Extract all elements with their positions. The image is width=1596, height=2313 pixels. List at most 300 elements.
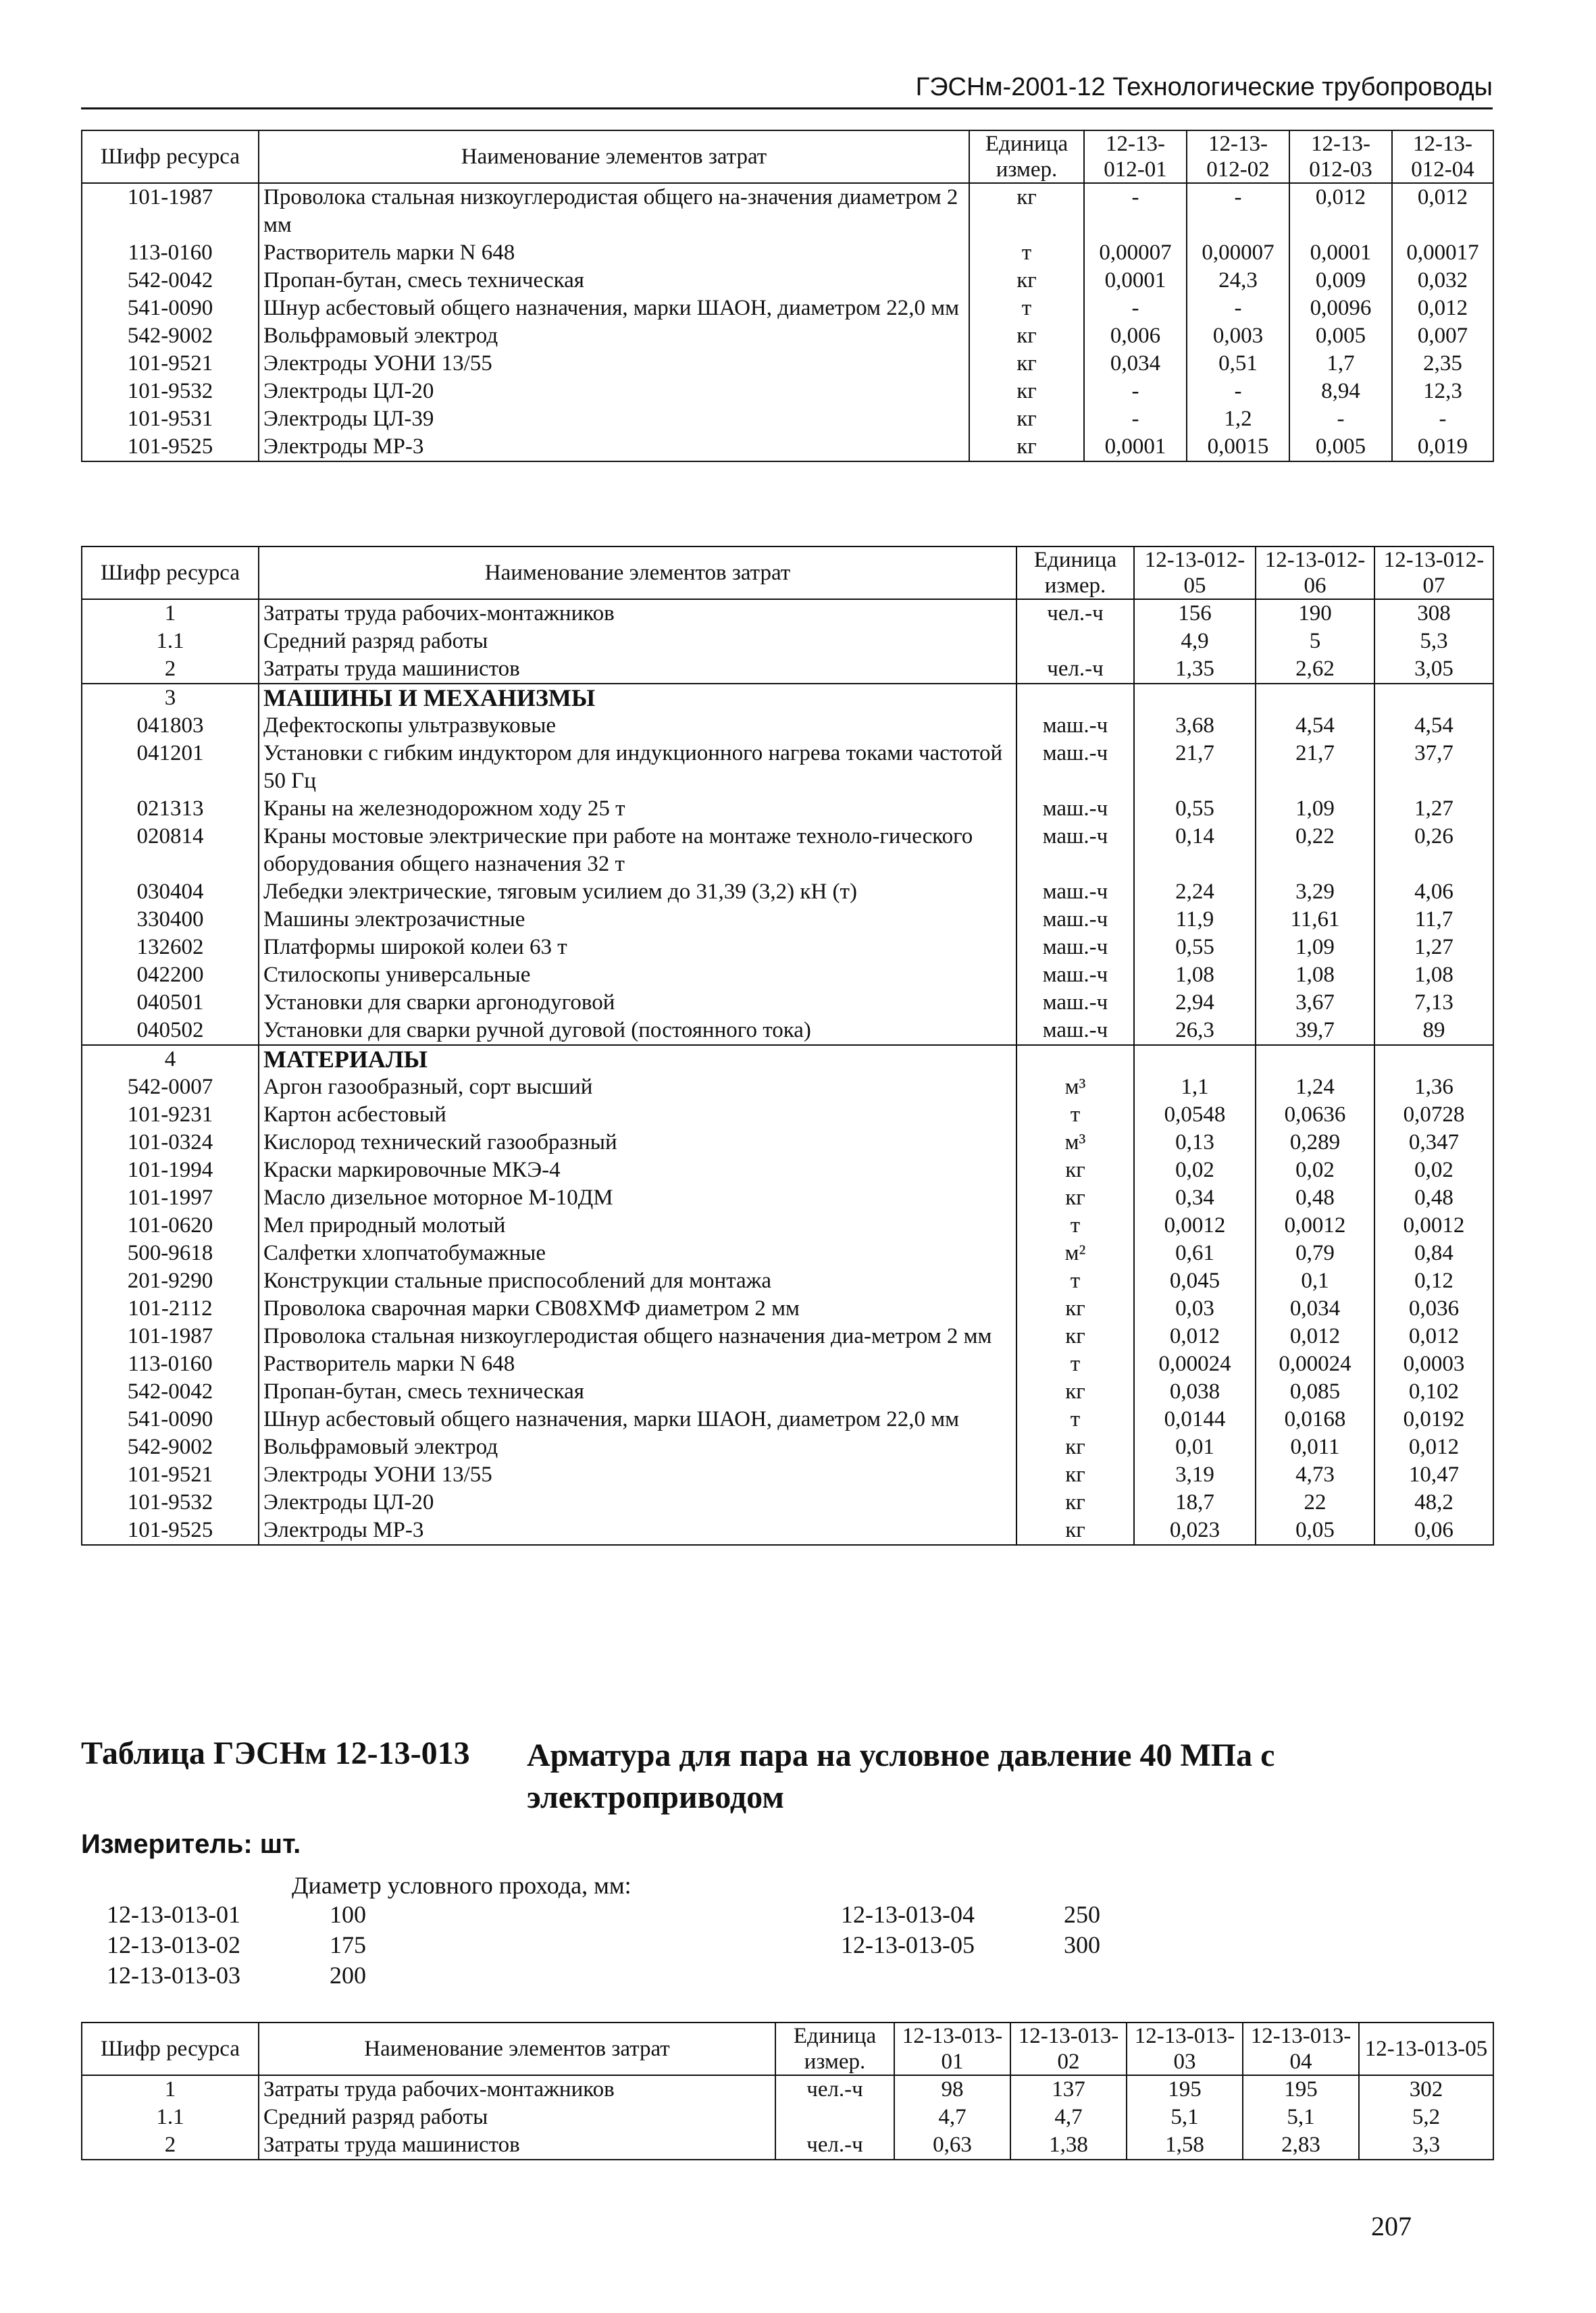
table-row: [82, 1017, 1493, 1045]
cell-name: Средний разряд работы: [259, 2104, 775, 2131]
cell-value: 0,032: [1392, 267, 1493, 295]
cell-value: 1,09: [1256, 795, 1374, 823]
cell-value: 0,009: [1289, 267, 1392, 295]
table-header-row: [82, 547, 1493, 599]
cell-unit: маш.-ч: [1016, 712, 1134, 740]
cell-value: 0,0012: [1374, 1212, 1493, 1240]
cell-name: Электроды МР-3: [259, 433, 969, 461]
cell-value: 0,005: [1289, 433, 1392, 461]
table-row: [82, 433, 1493, 461]
cell-value: 4,73: [1256, 1461, 1374, 1489]
cell-value: 24,3: [1187, 267, 1289, 295]
cell-value: 0,03: [1134, 1295, 1256, 1323]
cell-code: 041803: [82, 712, 259, 740]
table-row: [82, 378, 1493, 405]
cell-name: Растворитель марки N 648: [259, 1350, 1016, 1378]
cell-code: 101-9525: [82, 1517, 259, 1545]
table-row: [82, 350, 1493, 378]
cell-unit: т: [1016, 1406, 1134, 1433]
cell-value: 302: [1359, 2075, 1493, 2104]
cell-value: 48,2: [1374, 1489, 1493, 1517]
cell-name: Платформы широкой колеи 63 т: [259, 934, 1016, 961]
cell-value: 0,61: [1134, 1240, 1256, 1267]
cell-unit: чел.-ч: [775, 2075, 894, 2104]
code-row: [107, 1900, 366, 1930]
cell-value: 0,034: [1256, 1295, 1374, 1323]
header-value-3: 12-13-012-03: [1289, 130, 1392, 183]
table-row: [82, 1350, 1493, 1378]
cell-code: 113-0160: [82, 239, 259, 267]
cell-value: -: [1187, 183, 1289, 239]
cell-value: 11,61: [1256, 906, 1374, 934]
cell-code: 2: [82, 2131, 259, 2160]
cell-name: Электроды ЦЛ-20: [259, 378, 969, 405]
cell-unit: чел.-ч: [775, 2131, 894, 2160]
cell-value: 26,3: [1134, 1017, 1256, 1045]
cell-value: 1,09: [1256, 934, 1374, 961]
table-row: [82, 295, 1493, 322]
cell-value: 0,038: [1134, 1378, 1256, 1406]
table-row: [82, 740, 1493, 795]
cell-unit: кг: [969, 267, 1084, 295]
cell-unit: чел.-ч: [1016, 655, 1134, 684]
table-row: [82, 1295, 1493, 1323]
cell-name: Проволока стальная низкоуглеродистая общего на-значения диаметром 2 мм: [259, 183, 969, 239]
code-id: 12-13-013-04: [841, 1901, 975, 1928]
header-unit: Единица измер.: [775, 2023, 894, 2075]
cell-unit: маш.-ч: [1016, 961, 1134, 989]
cell-code: 101-9231: [82, 1101, 259, 1129]
header-unit: Единица измер.: [969, 130, 1084, 183]
cell-value: 0,48: [1374, 1184, 1493, 1212]
cell-name: Стилоскопы универсальные: [259, 961, 1016, 989]
table-row: [82, 1240, 1493, 1267]
cell-value: 0,036: [1374, 1295, 1493, 1323]
cell-value: 0,55: [1134, 934, 1256, 961]
cell-code: 500-9618: [82, 1240, 259, 1267]
cell-value: 0,00007: [1187, 239, 1289, 267]
cell-value: 0,0001: [1289, 239, 1392, 267]
cell-unit: кг: [1016, 1461, 1134, 1489]
cell-value: 22: [1256, 1489, 1374, 1517]
cell-value: 4,7: [894, 2104, 1010, 2131]
cell-name: Вольфрамовый электрод: [259, 322, 969, 350]
table-row: [82, 878, 1493, 906]
cell-name: Кислород технический газообразный: [259, 1129, 1016, 1156]
cell-unit: [1016, 628, 1134, 655]
header-name: Наименование элементов затрат: [259, 2023, 775, 2075]
cell-code: 041201: [82, 740, 259, 795]
cell-value: 0,005: [1289, 322, 1392, 350]
header-code: Шифр ресурса: [82, 547, 259, 599]
cell-name: Вольфрамовый электрод: [259, 1433, 1016, 1461]
cell-unit: [1016, 684, 1134, 712]
codes-right: [841, 1900, 1100, 1960]
cell-value: 0,51: [1187, 350, 1289, 378]
cell-unit: т: [1016, 1212, 1134, 1240]
cell-name: Электроды УОНИ 13/55: [259, 350, 969, 378]
cell-value: 37,7: [1374, 740, 1493, 795]
cell-code: 3: [82, 684, 259, 712]
cell-code: 1: [82, 2075, 259, 2104]
cell-unit: кг: [969, 322, 1084, 350]
cell-value: 0,0192: [1374, 1406, 1493, 1433]
cell-value: 10,47: [1374, 1461, 1493, 1489]
cell-unit: маш.-ч: [1016, 934, 1134, 961]
cell-code: 542-9002: [82, 1433, 259, 1461]
cell-value: [1256, 1045, 1374, 1073]
cell-value: 2,62: [1256, 655, 1374, 684]
table-row: [82, 322, 1493, 350]
cell-value: 1,36: [1374, 1073, 1493, 1101]
header-value-2: 12-13-012-02: [1187, 130, 1289, 183]
header-value-1: 12-13-012-01: [1084, 130, 1187, 183]
table-row: [82, 1461, 1493, 1489]
cell-name: Затраты труда рабочих-монтажников: [259, 599, 1016, 628]
cell-value: 1,38: [1010, 2131, 1127, 2160]
cell-value: 190: [1256, 599, 1374, 628]
header-value-5: 12-13-013-05: [1359, 2023, 1493, 2075]
code-diameter: 300: [1064, 1931, 1100, 1958]
cell-name: Дефектоскопы ультразвуковые: [259, 712, 1016, 740]
cell-code: 030404: [82, 878, 259, 906]
cell-value: 0,13: [1134, 1129, 1256, 1156]
cell-unit: маш.-ч: [1016, 823, 1134, 878]
code-id: 12-13-013-01: [107, 1901, 240, 1928]
cell-name: Установки для сварки ручной дуговой (постоянного тока): [259, 1017, 1016, 1045]
cell-value: 1,08: [1134, 961, 1256, 989]
cell-value: -: [1289, 405, 1392, 433]
cell-name: Затраты труда машинистов: [259, 655, 1016, 684]
cell-name: Краны на железнодорожном ходу 25 т: [259, 795, 1016, 823]
table-row: [82, 239, 1493, 267]
cell-value: 0,02: [1256, 1156, 1374, 1184]
cell-unit: кг: [1016, 1295, 1134, 1323]
cell-code: 2: [82, 655, 259, 684]
cell-unit: кг: [1016, 1517, 1134, 1545]
cell-code: 542-0007: [82, 1073, 259, 1101]
cell-code: 021313: [82, 795, 259, 823]
cell-name: Электроды МР-3: [259, 1517, 1016, 1545]
cell-value: 0,0168: [1256, 1406, 1374, 1433]
cell-value: 0,0636: [1256, 1101, 1374, 1129]
cell-name: Затраты труда машинистов: [259, 2131, 775, 2160]
running-header: ГЭСНм-2001-12 Технологические трубопроводы: [81, 73, 1493, 109]
cell-value: 8,94: [1289, 378, 1392, 405]
codes-left: [107, 1900, 366, 1991]
cell-name: Проволока стальная низкоуглеродистая общего назначения диа-метром 2 мм: [259, 1323, 1016, 1350]
cell-unit: кг: [969, 350, 1084, 378]
cell-value: 0,045: [1134, 1267, 1256, 1295]
table-row: [82, 684, 1493, 712]
cell-name: МАТЕРИАЛЫ: [259, 1045, 1016, 1073]
cell-unit: кг: [1016, 1433, 1134, 1461]
cell-code: 020814: [82, 823, 259, 878]
cell-value: -: [1084, 295, 1187, 322]
cell-value: 0,012: [1392, 183, 1493, 239]
table-row: [82, 267, 1493, 295]
cell-value: 3,05: [1374, 655, 1493, 684]
code-diameter: 200: [330, 1962, 366, 1989]
cell-name: Электроды ЦЛ-20: [259, 1489, 1016, 1517]
cell-value: 0,02: [1134, 1156, 1256, 1184]
cell-unit: кг: [969, 183, 1084, 239]
cell-name: Шнур асбестовый общего назначения, марки ШАОН, диаметром 22,0 мм: [259, 295, 969, 322]
cell-name: Конструкции стальные приспособлений для монтажа: [259, 1267, 1016, 1295]
cell-code: 101-2112: [82, 1295, 259, 1323]
cell-name: Краски маркировочные МКЭ-4: [259, 1156, 1016, 1184]
cell-value: 0,006: [1084, 322, 1187, 350]
cell-value: 4,7: [1010, 2104, 1127, 2131]
cell-code: 101-9521: [82, 350, 259, 378]
table-header-row: [82, 130, 1493, 183]
cell-value: 1,2: [1187, 405, 1289, 433]
cell-unit: т: [1016, 1350, 1134, 1378]
cell-unit: маш.-ч: [1016, 878, 1134, 906]
cell-value: 0,12: [1374, 1267, 1493, 1295]
cell-value: 0,79: [1256, 1240, 1374, 1267]
code-diameter: 250: [1064, 1901, 1100, 1928]
table-title-label: Таблица ГЭСНм 12-13-013: [81, 1735, 470, 1771]
cell-value: 3,68: [1134, 712, 1256, 740]
cell-code: 201-9290: [82, 1267, 259, 1295]
code-diameter: 100: [330, 1901, 366, 1928]
cell-unit: м³: [1016, 1129, 1134, 1156]
cell-code: 101-9532: [82, 378, 259, 405]
cell-unit: м³: [1016, 1073, 1134, 1101]
cell-name: Растворитель марки N 648: [259, 239, 969, 267]
cell-value: 0,0012: [1134, 1212, 1256, 1240]
cell-value: 0,003: [1187, 322, 1289, 350]
cell-value: 1,08: [1374, 961, 1493, 989]
cell-name: Установки для сварки аргонодуговой: [259, 989, 1016, 1017]
header-code: Шифр ресурса: [82, 130, 259, 183]
code-row: [107, 1960, 366, 1991]
cell-value: [1134, 1045, 1256, 1073]
cell-code: 132602: [82, 934, 259, 961]
code-diameter: 175: [330, 1931, 366, 1958]
cell-value: 0,1: [1256, 1267, 1374, 1295]
cell-code: 040501: [82, 989, 259, 1017]
cell-value: 0,011: [1256, 1433, 1374, 1461]
code-id: 12-13-013-05: [841, 1931, 975, 1958]
cell-value: 0,0001: [1084, 267, 1187, 295]
cell-name: Пропан-бутан, смесь техническая: [259, 1378, 1016, 1406]
cell-value: 0,0015: [1187, 433, 1289, 461]
cell-code: 542-9002: [82, 322, 259, 350]
cell-unit: кг: [1016, 1489, 1134, 1517]
cell-name: Проволока сварочная марки СВ08ХМФ диаметром 2 мм: [259, 1295, 1016, 1323]
cell-value: 0,0548: [1134, 1101, 1256, 1129]
table-row: [82, 823, 1493, 878]
cell-name: Пропан-бутан, смесь техническая: [259, 267, 969, 295]
cell-value: 0,012: [1134, 1323, 1256, 1350]
cell-value: 0,55: [1134, 795, 1256, 823]
cell-value: 1,24: [1256, 1073, 1374, 1101]
table-row: [82, 1517, 1493, 1545]
header-value-4: 12-13-013-04: [1243, 2023, 1359, 2075]
cell-unit: кг: [969, 433, 1084, 461]
cell-value: 2,83: [1243, 2131, 1359, 2160]
cell-value: 0,63: [894, 2131, 1010, 2160]
cell-unit: кг: [1016, 1378, 1134, 1406]
cell-value: 11,7: [1374, 906, 1493, 934]
cell-code: 101-9531: [82, 405, 259, 433]
cell-value: -: [1084, 405, 1187, 433]
cell-name: МАШИНЫ И МЕХАНИЗМЫ: [259, 684, 1016, 712]
table-header-row: [82, 2023, 1493, 2075]
cell-name: Средний разряд работы: [259, 628, 1016, 655]
cell-value: 12,3: [1392, 378, 1493, 405]
cell-value: 0,06: [1374, 1517, 1493, 1545]
cell-value: 0,14: [1134, 823, 1256, 878]
cell-code: 101-1994: [82, 1156, 259, 1184]
cell-value: 0,034: [1084, 350, 1187, 378]
header-value-1: 12-13-012-05: [1134, 547, 1256, 599]
table-row: [82, 1073, 1493, 1101]
cell-name: Картон асбестовый: [259, 1101, 1016, 1129]
cell-value: 18,7: [1134, 1489, 1256, 1517]
table-row: [82, 1378, 1493, 1406]
cell-name: Электроды ЦЛ-39: [259, 405, 969, 433]
cell-value: 3,67: [1256, 989, 1374, 1017]
table-row: [82, 906, 1493, 934]
header-value-3: 12-13-012-07: [1374, 547, 1493, 599]
cell-name: Краны мостовые электрические при работе на монтаже техноло-гического оборудования общего назначения 32 т: [259, 823, 1016, 878]
cell-unit: маш.-ч: [1016, 989, 1134, 1017]
cell-value: 21,7: [1134, 740, 1256, 795]
cell-value: 0,84: [1374, 1240, 1493, 1267]
cell-value: 0,347: [1374, 1129, 1493, 1156]
measure-unit: Измеритель: шт.: [81, 1829, 301, 1859]
table-row: [82, 1045, 1493, 1073]
table-row: [82, 989, 1493, 1017]
cell-code: 330400: [82, 906, 259, 934]
cell-name: Масло дизельное моторное М-10ДМ: [259, 1184, 1016, 1212]
cell-value: 0,00024: [1134, 1350, 1256, 1378]
cell-name: Мел природный молотый: [259, 1212, 1016, 1240]
cell-value: 0,012: [1289, 183, 1392, 239]
page-number: 207: [1371, 2211, 1412, 2241]
table-row: [82, 934, 1493, 961]
cell-value: [1134, 684, 1256, 712]
cell-unit: маш.-ч: [1016, 1017, 1134, 1045]
cell-value: 0,023: [1134, 1517, 1256, 1545]
cell-value: 4,54: [1374, 712, 1493, 740]
cell-value: 0,007: [1392, 322, 1493, 350]
cell-code: 101-0324: [82, 1129, 259, 1156]
code-row: [841, 1900, 1100, 1930]
cell-code: 101-1997: [82, 1184, 259, 1212]
cell-value: 4,54: [1256, 712, 1374, 740]
cell-value: 0,26: [1374, 823, 1493, 878]
cell-code: 542-0042: [82, 1378, 259, 1406]
cell-value: 0,0144: [1134, 1406, 1256, 1433]
table-row: [82, 655, 1493, 684]
cell-code: 042200: [82, 961, 259, 989]
table-row: [82, 405, 1493, 433]
cell-value: 1,1: [1134, 1073, 1256, 1101]
cell-code: 1.1: [82, 628, 259, 655]
cell-code: 040502: [82, 1017, 259, 1045]
cell-value: 5,1: [1127, 2104, 1243, 2131]
cell-value: 0,0728: [1374, 1101, 1493, 1129]
cell-value: 1,58: [1127, 2131, 1243, 2160]
header-value-2: 12-13-013-02: [1010, 2023, 1127, 2075]
header-name: Наименование элементов затрат: [259, 547, 1016, 599]
cell-code: 101-9521: [82, 1461, 259, 1489]
table-row: [82, 1267, 1493, 1295]
cell-value: 3,3: [1359, 2131, 1493, 2160]
cell-value: 0,05: [1256, 1517, 1374, 1545]
cell-unit: кг: [1016, 1156, 1134, 1184]
table-row: [82, 1156, 1493, 1184]
cell-code: 101-0620: [82, 1212, 259, 1240]
cell-value: -: [1084, 183, 1187, 239]
cell-name: Салфетки хлопчатобумажные: [259, 1240, 1016, 1267]
cell-value: 21,7: [1256, 740, 1374, 795]
cell-unit: т: [969, 295, 1084, 322]
cell-value: 0,34: [1134, 1184, 1256, 1212]
header-value-4: 12-13-012-04: [1392, 130, 1493, 183]
code-row: [841, 1930, 1100, 1960]
table-row: [82, 599, 1493, 628]
cell-value: 11,9: [1134, 906, 1256, 934]
cell-value: 1,7: [1289, 350, 1392, 378]
table-row: [82, 795, 1493, 823]
table-row: [82, 961, 1493, 989]
header-name: Наименование элементов затрат: [259, 130, 969, 183]
cell-name: Лебедки электрические, тяговым усилием до 31,39 (3,2) кН (т): [259, 878, 1016, 906]
table-row: [82, 628, 1493, 655]
resource-table-013: [81, 2022, 1494, 2160]
cell-value: [1374, 684, 1493, 712]
cell-value: 5,1: [1243, 2104, 1359, 2131]
cell-code: 4: [82, 1045, 259, 1073]
cell-value: 5,2: [1359, 2104, 1493, 2131]
cell-name: Затраты труда рабочих-монтажников: [259, 2075, 775, 2104]
header-code: Шифр ресурса: [82, 2023, 259, 2075]
cell-value: 5,3: [1374, 628, 1493, 655]
cell-code: 541-0090: [82, 1406, 259, 1433]
cell-value: 137: [1010, 2075, 1127, 2104]
cell-value: 2,94: [1134, 989, 1256, 1017]
cell-code: 113-0160: [82, 1350, 259, 1378]
header-value-3: 12-13-013-03: [1127, 2023, 1243, 2075]
cell-unit: [1016, 1045, 1134, 1073]
cell-unit: кг: [969, 405, 1084, 433]
cell-value: -: [1392, 405, 1493, 433]
cell-value: 7,13: [1374, 989, 1493, 1017]
cell-unit: [775, 2104, 894, 2131]
table-row: [82, 2131, 1493, 2160]
table-row: [82, 1129, 1493, 1156]
cell-value: 98: [894, 2075, 1010, 2104]
resource-table-012-01-04: [81, 130, 1494, 462]
cell-value: 195: [1243, 2075, 1359, 2104]
cell-value: 0,00007: [1084, 239, 1187, 267]
cell-value: [1374, 1045, 1493, 1073]
cell-value: 0,48: [1256, 1184, 1374, 1212]
cell-unit: кг: [1016, 1323, 1134, 1350]
cell-code: 541-0090: [82, 295, 259, 322]
cell-unit: м²: [1016, 1240, 1134, 1267]
cell-value: 0,085: [1256, 1378, 1374, 1406]
cell-unit: маш.-ч: [1016, 906, 1134, 934]
cell-name: Машины электрозачистные: [259, 906, 1016, 934]
table-row: [82, 1101, 1493, 1129]
cell-value: 0,00017: [1392, 239, 1493, 267]
